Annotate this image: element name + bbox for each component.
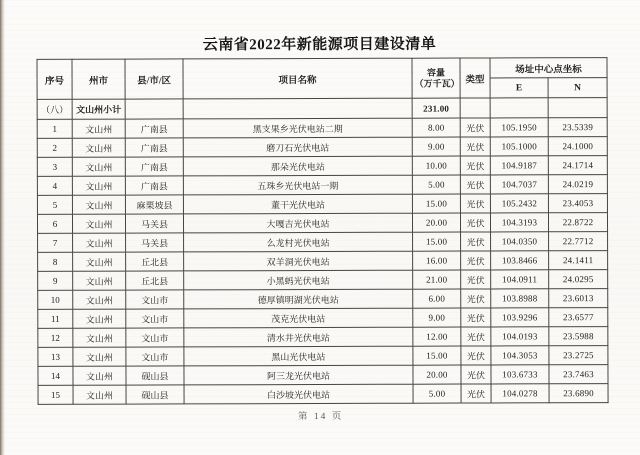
cell-prefecture: 文山州 bbox=[73, 347, 126, 366]
cell-capacity: 9.00 bbox=[413, 308, 461, 327]
subtotal-e-empty bbox=[490, 98, 548, 118]
cell-project: 清水井光伏电站 bbox=[184, 327, 413, 347]
cell-project: 德厚镇明湖光伏电站 bbox=[184, 289, 413, 309]
table-row bbox=[37, 194, 607, 215]
cell-type: 光伏 bbox=[461, 289, 491, 308]
cell-coord-n: 22.8722 bbox=[548, 213, 607, 232]
cell-coord-e: 104.0911 bbox=[491, 270, 549, 289]
table-row bbox=[37, 137, 607, 158]
cell-prefecture: 文山州 bbox=[73, 328, 126, 347]
cell-project: 大嘎吉光伏电站 bbox=[183, 213, 412, 233]
cell-prefecture: 文山州 bbox=[73, 366, 126, 385]
cell-seq: 7 bbox=[38, 233, 73, 252]
cell-capacity: 6.00 bbox=[413, 289, 461, 308]
subtotal-type-empty bbox=[460, 98, 490, 118]
cell-coord-e: 103.9296 bbox=[491, 308, 549, 327]
col-header-capacity-line1: 容量 bbox=[427, 67, 446, 78]
cell-seq: 1 bbox=[37, 119, 72, 138]
cell-project: 黑支果乡光伏电站二期 bbox=[183, 118, 412, 138]
cell-county: 砚山县 bbox=[126, 385, 184, 404]
cell-seq: 12 bbox=[38, 328, 73, 347]
cell-coord-n: 23.2725 bbox=[549, 346, 608, 365]
cell-project: 白沙坡光伏电站 bbox=[184, 384, 413, 404]
cell-seq: 14 bbox=[38, 366, 73, 385]
cell-prefecture: 文山州 bbox=[72, 195, 125, 214]
cell-county: 广南县 bbox=[125, 176, 183, 195]
cell-type: 光伏 bbox=[460, 194, 490, 213]
cell-coord-e: 103.8988 bbox=[491, 289, 549, 308]
cell-type: 光伏 bbox=[461, 232, 491, 251]
cell-project: 双羊洞光伏电站 bbox=[184, 251, 413, 271]
subtotal-capacity: 231.00 bbox=[412, 98, 460, 118]
col-header-e: E bbox=[490, 78, 548, 98]
scan-edge-artifact bbox=[0, 0, 5, 455]
table-row bbox=[38, 289, 608, 310]
cell-capacity: 20.00 bbox=[412, 213, 460, 232]
cell-capacity: 9.00 bbox=[412, 137, 460, 156]
cell-seq: 10 bbox=[38, 290, 73, 309]
cell-seq: 8 bbox=[38, 252, 73, 271]
table-row bbox=[37, 213, 607, 234]
cell-coord-n: 23.4053 bbox=[548, 194, 607, 213]
cell-prefecture: 文山州 bbox=[72, 119, 125, 138]
cell-capacity: 20.00 bbox=[413, 365, 461, 384]
table-row bbox=[37, 156, 607, 177]
cell-coord-e: 104.7037 bbox=[490, 175, 548, 194]
cell-coord-n: 22.7712 bbox=[549, 232, 608, 251]
table-row bbox=[38, 327, 608, 348]
subtotal-project-empty bbox=[183, 98, 412, 119]
subtotal-row bbox=[37, 98, 607, 120]
cell-project: 茂克光伏电站 bbox=[184, 308, 413, 328]
cell-type: 光伏 bbox=[460, 156, 490, 175]
header-row-1 bbox=[37, 58, 607, 80]
subtotal-seq: （八） bbox=[37, 99, 72, 119]
cell-project: 小黑蚂光伏电站 bbox=[184, 270, 413, 290]
table-row bbox=[37, 118, 607, 139]
cell-county: 砚山县 bbox=[126, 366, 184, 385]
page-title: 云南省2022年新能源项目建设清单 bbox=[202, 36, 437, 54]
project-table bbox=[36, 57, 608, 405]
cell-project: 磨刀石光伏电站 bbox=[183, 137, 412, 157]
cell-county: 文山市 bbox=[126, 309, 184, 328]
cell-seq: 6 bbox=[37, 214, 72, 233]
cell-county: 广南县 bbox=[125, 157, 183, 176]
cell-coord-e: 104.3053 bbox=[491, 346, 549, 365]
table-row bbox=[38, 365, 608, 386]
cell-prefecture: 文山州 bbox=[73, 309, 126, 328]
cell-county: 丘北县 bbox=[126, 271, 184, 290]
cell-capacity: 12.00 bbox=[413, 327, 461, 346]
cell-prefecture: 文山州 bbox=[73, 290, 126, 309]
cell-prefecture: 文山州 bbox=[73, 271, 126, 290]
cell-type: 光伏 bbox=[460, 213, 490, 232]
cell-capacity: 15.00 bbox=[413, 346, 461, 365]
cell-coord-e: 105.2432 bbox=[490, 194, 548, 213]
subtotal-county-empty bbox=[125, 99, 183, 119]
cell-type: 光伏 bbox=[461, 365, 491, 384]
cell-coord-e: 105.1000 bbox=[490, 137, 548, 156]
cell-county: 麻栗坡县 bbox=[125, 195, 183, 214]
cell-prefecture: 文山州 bbox=[73, 252, 126, 271]
cell-coord-n: 24.1714 bbox=[548, 156, 607, 175]
cell-coord-n: 23.6013 bbox=[549, 289, 608, 308]
cell-county: 文山市 bbox=[126, 347, 184, 366]
table-header bbox=[37, 58, 607, 100]
subtotal-n-empty bbox=[548, 98, 607, 118]
cell-type: 光伏 bbox=[460, 137, 490, 156]
table-row bbox=[38, 251, 608, 272]
cell-prefecture: 文山州 bbox=[72, 157, 125, 176]
table-row bbox=[37, 175, 607, 196]
cell-project: 阿三龙光伏电站 bbox=[184, 365, 413, 385]
cell-county: 马关县 bbox=[125, 214, 183, 233]
table-row bbox=[38, 232, 608, 253]
col-header-county: 县/市/区 bbox=[125, 59, 183, 99]
table-body bbox=[37, 98, 608, 405]
table-row bbox=[38, 346, 608, 367]
cell-coord-n: 23.6577 bbox=[549, 308, 608, 327]
cell-county: 丘北县 bbox=[126, 252, 184, 271]
cell-type: 光伏 bbox=[461, 327, 491, 346]
subtotal-label: 文山州小计 bbox=[72, 99, 125, 119]
cell-seq: 11 bbox=[38, 309, 73, 328]
cell-coord-e: 103.8466 bbox=[491, 251, 549, 270]
cell-project: 么龙村光伏电站 bbox=[184, 232, 413, 252]
col-header-seq: 序号 bbox=[37, 59, 72, 99]
cell-seq: 9 bbox=[38, 271, 73, 290]
cell-coord-e: 104.0350 bbox=[491, 232, 549, 251]
cell-prefecture: 文山州 bbox=[72, 214, 125, 233]
cell-prefecture: 文山州 bbox=[72, 138, 125, 157]
cell-capacity: 5.00 bbox=[412, 175, 460, 194]
cell-project: 五珠乡光伏电站一期 bbox=[183, 175, 412, 195]
col-header-type: 类型 bbox=[460, 58, 490, 98]
col-header-capacity bbox=[412, 58, 460, 98]
cell-capacity: 15.00 bbox=[412, 194, 460, 213]
cell-seq: 15 bbox=[38, 385, 73, 404]
cell-prefecture: 文山州 bbox=[73, 385, 126, 404]
col-header-prefecture: 州市 bbox=[72, 59, 125, 99]
cell-coord-e: 103.6733 bbox=[491, 365, 549, 384]
cell-coord-n: 23.7463 bbox=[549, 365, 608, 384]
cell-type: 光伏 bbox=[461, 346, 491, 365]
cell-coord-e: 104.0193 bbox=[491, 327, 549, 346]
cell-capacity: 5.00 bbox=[413, 384, 461, 403]
cell-capacity: 10.00 bbox=[412, 156, 460, 175]
cell-coord-n: 24.1000 bbox=[548, 137, 607, 156]
cell-coord-e: 104.9187 bbox=[490, 156, 548, 175]
cell-coord-e: 104.0278 bbox=[491, 384, 549, 403]
col-header-capacity-line2: （万千瓦） bbox=[414, 78, 460, 89]
cell-capacity: 21.00 bbox=[413, 270, 461, 289]
cell-type: 光伏 bbox=[461, 251, 491, 270]
cell-project: 那朵光伏电站 bbox=[183, 156, 412, 176]
cell-coord-n: 24.1411 bbox=[549, 251, 608, 270]
cell-coord-n: 23.5339 bbox=[548, 118, 607, 137]
col-header-coords: 场址中心点坐标 bbox=[490, 58, 607, 78]
cell-seq: 4 bbox=[37, 176, 72, 195]
cell-project: 董干光伏电站 bbox=[183, 194, 412, 214]
col-header-n: N bbox=[548, 78, 607, 98]
cell-prefecture: 文山州 bbox=[72, 176, 125, 195]
cell-seq: 2 bbox=[37, 138, 72, 157]
cell-project: 黑山光伏电站 bbox=[184, 346, 413, 366]
col-header-project: 项目名称 bbox=[183, 58, 412, 99]
cell-county: 马关县 bbox=[126, 233, 184, 252]
cell-county: 文山市 bbox=[126, 328, 184, 347]
cell-type: 光伏 bbox=[460, 175, 490, 194]
cell-type: 光伏 bbox=[460, 118, 490, 137]
page-number: 第 14 页 bbox=[297, 411, 344, 423]
cell-seq: 13 bbox=[38, 347, 73, 366]
cell-county: 广南县 bbox=[125, 119, 183, 138]
cell-type: 光伏 bbox=[461, 308, 491, 327]
cell-county: 文山市 bbox=[126, 290, 184, 309]
table-row bbox=[38, 270, 608, 291]
cell-seq: 5 bbox=[37, 195, 72, 214]
table-row bbox=[38, 384, 608, 405]
cell-type: 光伏 bbox=[461, 384, 491, 403]
cell-coord-e: 104.3193 bbox=[490, 213, 548, 232]
cell-coord-n: 23.5988 bbox=[549, 327, 608, 346]
cell-capacity: 16.00 bbox=[413, 251, 461, 270]
table-row bbox=[38, 308, 608, 329]
cell-type: 光伏 bbox=[461, 270, 491, 289]
cell-county: 广南县 bbox=[125, 138, 183, 157]
cell-coord-e: 105.1950 bbox=[490, 118, 548, 137]
cell-capacity: 15.00 bbox=[413, 232, 461, 251]
cell-coord-n: 23.6890 bbox=[549, 384, 608, 403]
cell-capacity: 8.00 bbox=[412, 118, 460, 137]
cell-coord-n: 24.0219 bbox=[548, 175, 607, 194]
cell-prefecture: 文山州 bbox=[73, 233, 126, 252]
cell-seq: 3 bbox=[37, 157, 72, 176]
cell-coord-n: 24.0295 bbox=[549, 270, 608, 289]
